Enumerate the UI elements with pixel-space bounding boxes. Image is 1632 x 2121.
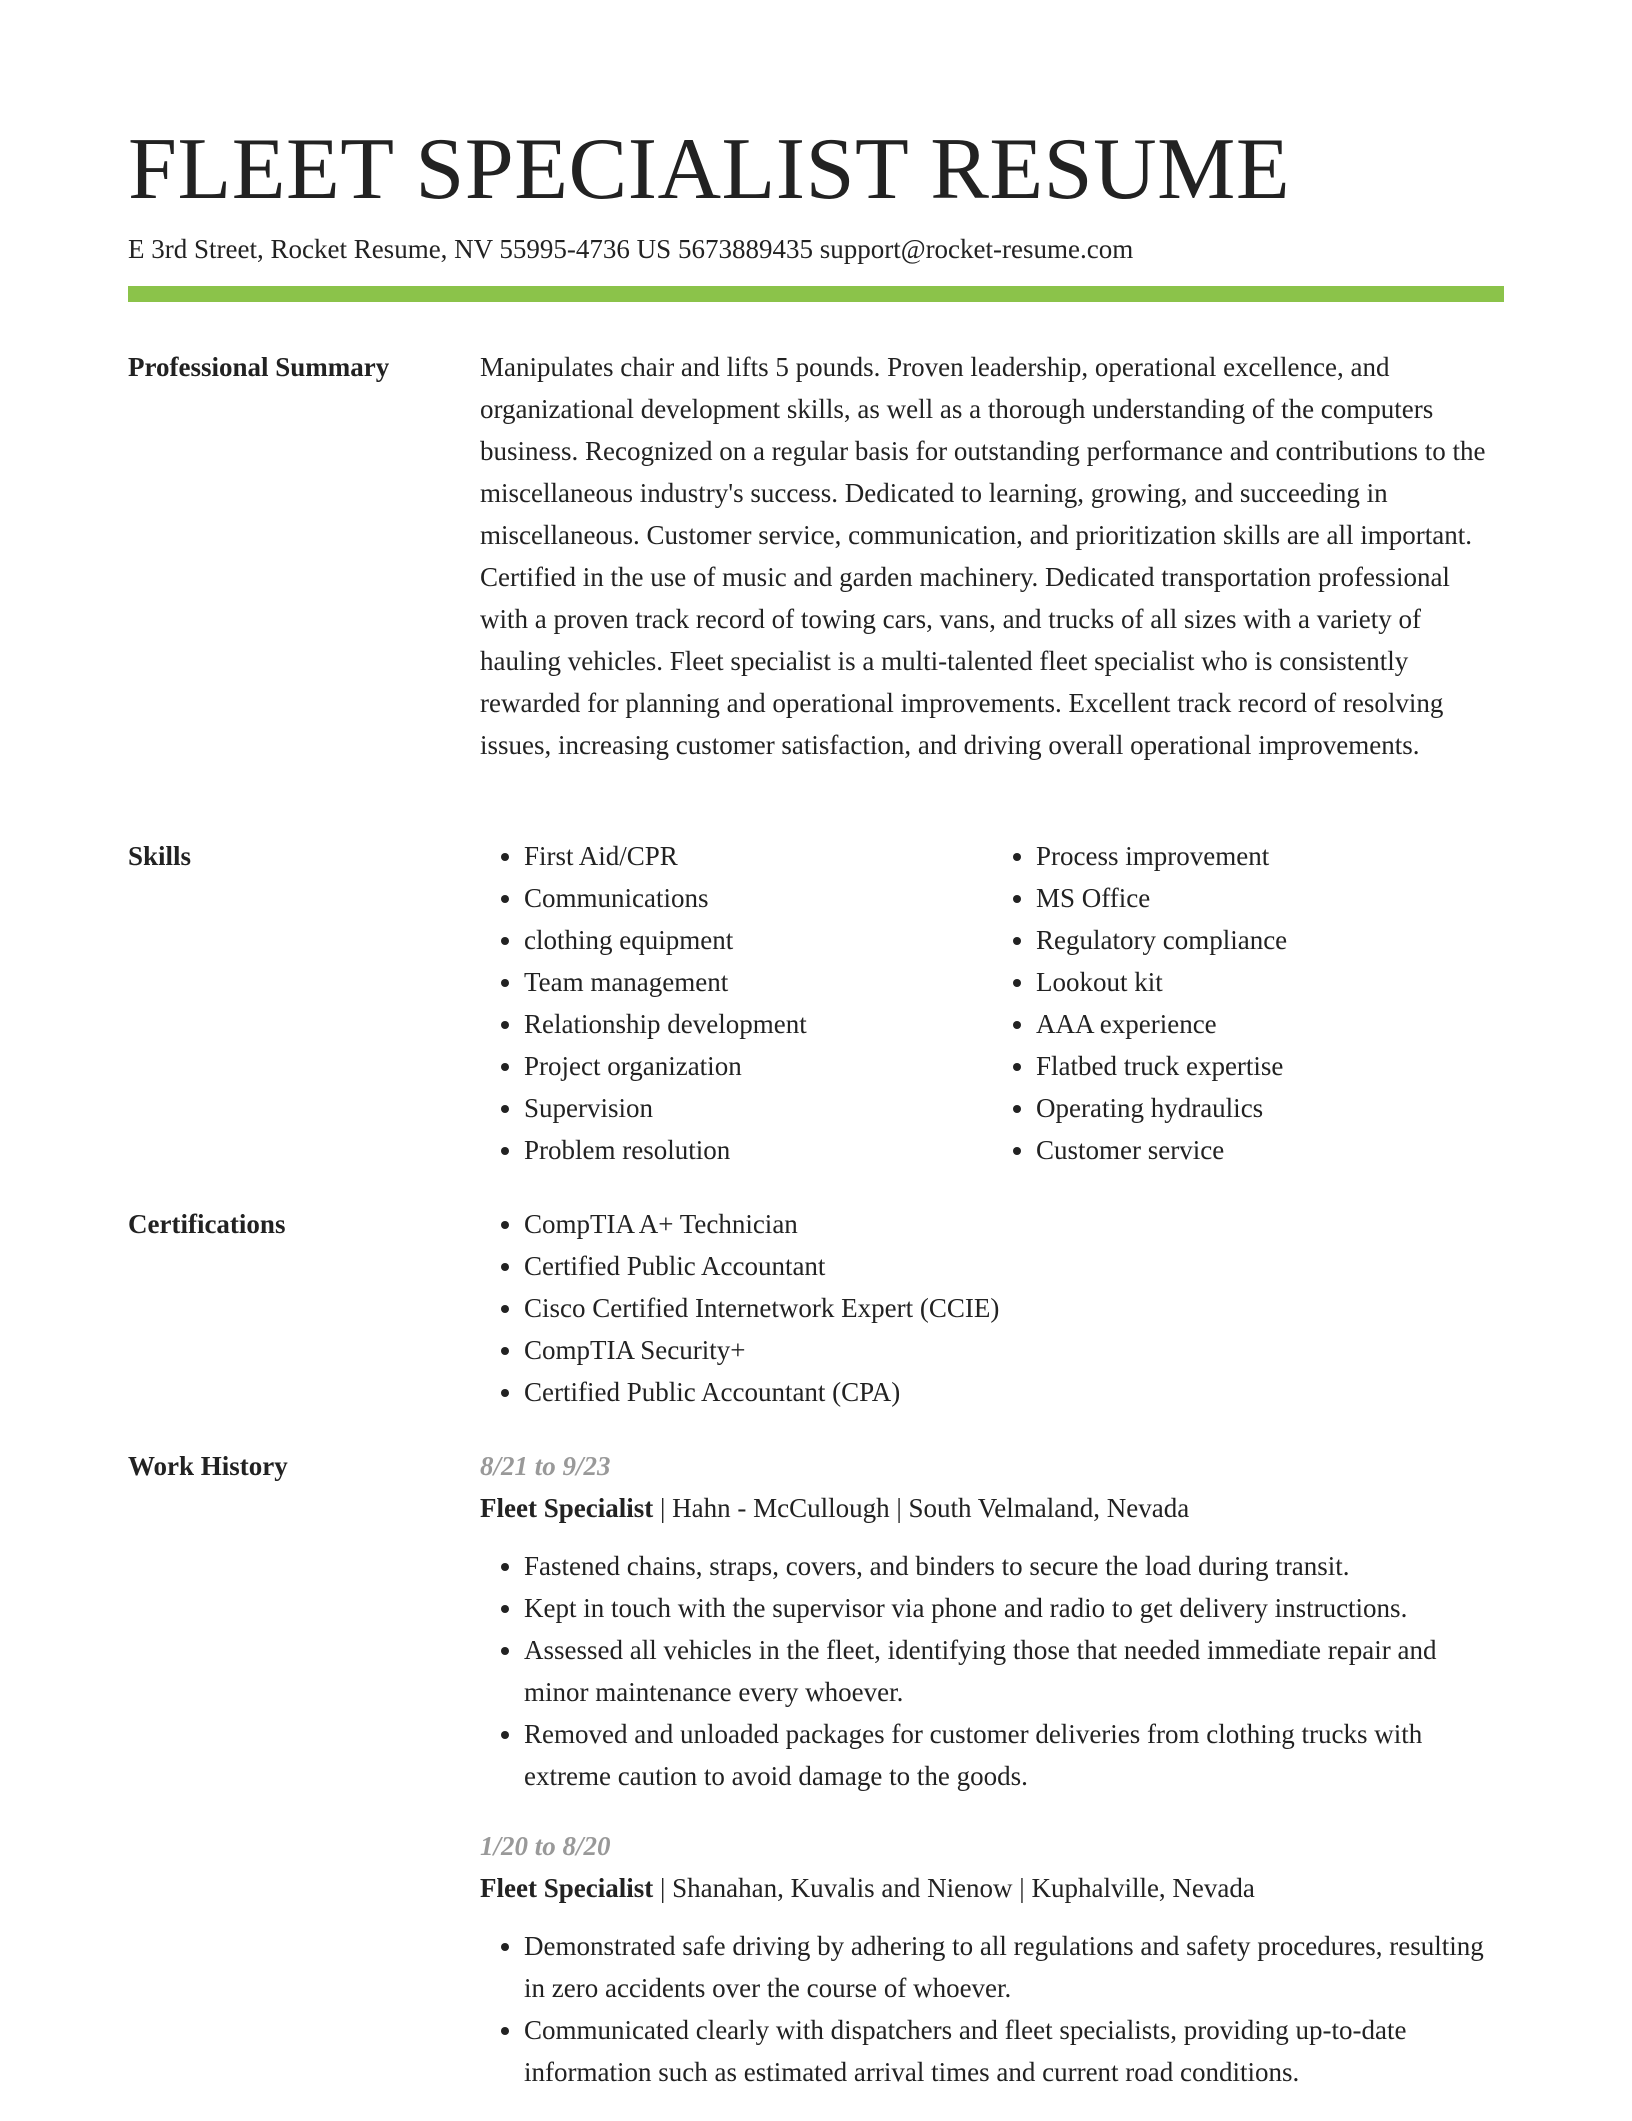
skill-item: • Operating hydraulics xyxy=(1036,1087,1504,1129)
contact-address: E 3rd Street, Rocket Resume, NV 55995-4736 US xyxy=(128,234,678,264)
work-history-body xyxy=(480,1445,1504,2121)
job-title: Fleet Specialist xyxy=(480,1493,654,1523)
skill-item: • Communications xyxy=(524,877,992,919)
skill-item: • Process improvement xyxy=(1036,835,1504,877)
header-divider-bar xyxy=(128,286,1504,302)
certification-item: • Certified Public Accountant xyxy=(524,1245,1504,1287)
contact-phone: 5673889435 xyxy=(677,234,820,264)
summary-text: Manipulates chair and lifts 5 pounds. Proven leadership, operational excellence, and organizational development skills, as well as a thorough understanding of the computers business. Recognized on a regular basis for outstanding performance and contributions to the miscellaneous industry's success. Dedicated to learning, growing, and succeeding in miscellaneous. Customer service, communication, and prioritization skills are all important. Certified in the use of music and garden machinery. Dedicated transportation professional with a proven track record of towing cars, vans, and trucks of all sizes with a variety of hauling vehicles. Fleet specialist is a multi-talented fleet specialist who is consistently rewarded for planning and operational improvements. Excellent track record of resolving issues, increasing customer satisfaction, and driving overall operational improvements. xyxy=(480,352,1486,760)
skill-item: • Flatbed truck expertise xyxy=(1036,1045,1504,1087)
section-label-skills: Skills xyxy=(128,841,192,871)
certification-item: • Certified Public Accountant (CPA) xyxy=(524,1371,1504,1413)
skill-item: • Lookout kit xyxy=(1036,961,1504,1003)
skill-item: • Regulatory compliance xyxy=(1036,919,1504,961)
resume-title: FLEET SPECIALIST RESUME xyxy=(128,121,1291,218)
skill-item: • clothing equipment xyxy=(524,919,992,961)
certifications-body xyxy=(480,1203,1504,1413)
contact-email: support@rocket-resume.com xyxy=(819,234,1134,264)
skill-item: • Relationship development xyxy=(524,1003,992,1045)
job-dates: 8/21 to 9/23 xyxy=(480,1451,611,1481)
skill-item: • Team management xyxy=(524,961,992,1003)
job-title: Fleet Specialist xyxy=(480,1873,654,1903)
skills-body xyxy=(480,835,1504,1171)
job-bullet: • Fastened chains, straps, covers, and binders to secure the load during transit. xyxy=(524,1545,1504,1587)
job-bullet: • Communicated clearly with dispatchers and fleet specialists, providing up-to-date information such as estimated arrival times and current road conditions. xyxy=(524,2009,1504,2093)
job-details: | Hahn - McCullough | South Velmaland, Nevada xyxy=(653,1493,1190,1523)
job-entry xyxy=(480,1825,1504,2093)
contact-line xyxy=(128,232,1133,266)
job-dates: 1/20 to 8/20 xyxy=(480,1831,611,1861)
skill-item: • Supervision xyxy=(524,1087,992,1129)
skill-item: • Project organization xyxy=(524,1045,992,1087)
skill-item: • First Aid/CPR xyxy=(524,835,992,877)
skill-item: • MS Office xyxy=(1036,877,1504,919)
job-entry xyxy=(480,1445,1504,1797)
certification-item: • Cisco Certified Internetwork Expert (CCIE) xyxy=(524,1287,1504,1329)
job-bullet: • Assessed all vehicles in the fleet, identifying those that needed immediate repair and minor maintenance every whoever. xyxy=(524,1629,1504,1713)
job-heading xyxy=(480,1487,1504,1529)
job-bullets xyxy=(480,1545,1504,1797)
certifications-list xyxy=(480,1203,1504,1413)
section-label-work-history: Work History xyxy=(128,1451,288,1481)
skills-column-1 xyxy=(480,835,992,1171)
certification-item: • CompTIA A+ Technician xyxy=(524,1203,1504,1245)
section-label-summary: Professional Summary xyxy=(128,352,390,382)
job-details: | Shanahan, Kuvalis and Nienow | Kuphalville, Nevada xyxy=(653,1873,1255,1903)
skill-item: • AAA experience xyxy=(1036,1003,1504,1045)
skill-item: • Problem resolution xyxy=(524,1129,992,1171)
section-label-certifications: Certifications xyxy=(128,1209,286,1239)
job-heading xyxy=(480,1867,1504,1909)
skill-item: • Customer service xyxy=(1036,1129,1504,1171)
job-bullet: • Demonstrated safe driving by adhering to all regulations and safety procedures, resulting in zero accidents over the course of whoever. xyxy=(524,1925,1504,2009)
job-bullet: • Removed and unloaded packages for customer deliveries from clothing trucks with extreme caution to avoid damage to the goods. xyxy=(524,1713,1504,1797)
job-bullet: • Kept in touch with the supervisor via phone and radio to get delivery instructions. xyxy=(524,1587,1504,1629)
job-bullets xyxy=(480,1925,1504,2093)
summary-body xyxy=(480,346,1504,766)
certification-item: • CompTIA Security+ xyxy=(524,1329,1504,1371)
skills-column-2 xyxy=(992,835,1504,1171)
